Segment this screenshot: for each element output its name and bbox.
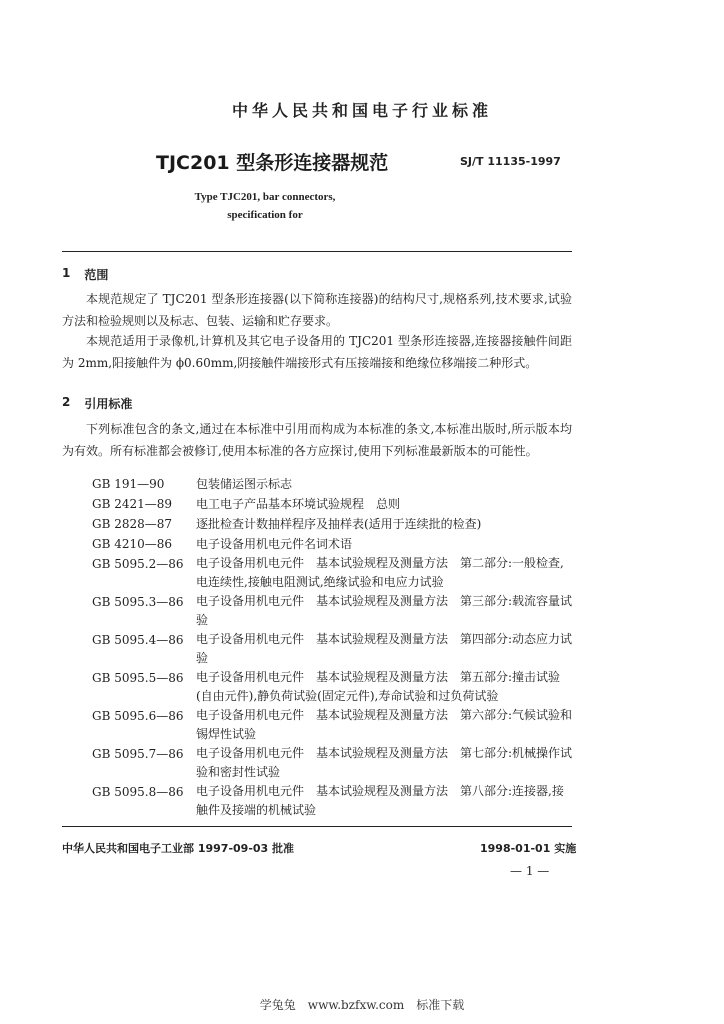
reference-title: 电子设备用机电元件 基本试验规程及测量方法 第八部分:连接器,接触件及接端的机械试验 (196, 784, 564, 817)
reference-title: 电子设备用机电元件 基本试验规程及测量方法 第五部分:撞击试验(自由元件),静负荷试验(固定元件),寿命试验和过负荷试验 (196, 670, 561, 703)
reference-title: 电子设备用机电元件 基本试验规程及测量方法 第三部分:载流容量试验 (196, 594, 573, 627)
section-1-heading (62, 266, 108, 283)
reference-title: 逐批检查计数抽样程序及抽样表(适用于连续批的检查) (196, 517, 482, 531)
page-number: — 1 — (510, 864, 550, 878)
reference-item (92, 592, 574, 630)
reference-item (92, 630, 574, 668)
reference-title: 电工电子产品基本环境试验规程 总则 (196, 497, 401, 511)
section-2-heading (62, 395, 132, 412)
reference-item (92, 514, 574, 534)
section-title: 范围 (84, 268, 109, 282)
reference-code: GB 2421—89 (92, 497, 173, 511)
reference-title: 电子设备用机电元件 基本试验规程及测量方法 第四部分:动态应力试验 (196, 632, 573, 665)
reference-item (92, 782, 574, 820)
reference-title: 电子设备用机电元件 基本试验规程及测量方法 第七部分:机械操作试验和密封性试验 (196, 746, 573, 779)
reference-title: 电子设备用机电元件名词术语 (196, 537, 353, 551)
section-number: 1 (62, 266, 71, 280)
section-2-paragraph-1: 下列标准包含的条文,通过在本标准中引用而构成为本标准的条文,本标准出版时,所示版本均为有效。所有标准都会被修订,使用本标准的各方应探讨,使用下列标准最新版本的可能性。 (62, 422, 572, 458)
approval-statement: 中华人民共和国电子工业部 1997-09-03 批准 (62, 842, 295, 855)
section-title: 引用标准 (84, 397, 133, 411)
reference-code: GB 5095.6—86 (92, 709, 184, 723)
reference-list (92, 474, 574, 820)
standard-number: SJ/T 11135-1997 (460, 155, 561, 168)
reference-code: GB 5095.8—86 (92, 785, 184, 799)
reference-item (92, 554, 574, 592)
section-1-paragraph-2: 本规范适用于录像机,计算机及其它电子设备用的 TJC201 型条形连接器,连接器接触件间距为 2mm,阳接触件为 ϕ0.60mm,阴接触件端接形式有压接端接和绝缘位移端接二种形式。 (62, 334, 572, 370)
implementation-date: 1998-01-01 实施 (480, 842, 577, 855)
site-watermark: 学兔兔 www.bzfxw.com 标准下载 (259, 998, 465, 1012)
reference-item (92, 474, 574, 494)
reference-code: GB 4210—86 (92, 537, 173, 551)
reference-item (92, 706, 574, 744)
reference-code: GB 5095.2—86 (92, 557, 184, 571)
reference-code: GB 5095.5—86 (92, 671, 184, 685)
title-en-line2: specification for (227, 209, 303, 221)
reference-item (92, 744, 574, 782)
standard-body-title: 中华人民共和国电子行业标准 (231, 101, 492, 120)
reference-item (92, 534, 574, 554)
section-1-paragraph-1: 本规范规定了 TJC201 型条形连接器(以下简称连接器)的结构尺寸,规格系列,技术要求,试验方法和检验规则以及标志、包装、运输和贮存要求。 (62, 292, 572, 328)
section-number: 2 (62, 395, 71, 409)
reference-title: 包装储运图示标志 (196, 477, 293, 491)
reference-code: GB 5095.4—86 (92, 633, 184, 647)
reference-item (92, 494, 574, 514)
document-title-cn: TJC201 型条形连接器规范 (156, 152, 389, 174)
reference-title: 电子设备用机电元件 基本试验规程及测量方法 第二部分:一般检查,电连续性,接触电阻测试,绝缘试验和电应力试验 (196, 556, 564, 589)
reference-code: GB 5095.3—86 (92, 595, 184, 609)
reference-code: GB 2828—87 (92, 517, 173, 531)
reference-code: GB 191—90 (92, 477, 165, 491)
title-en-line1: Type TJC201, bar connectors, (194, 191, 336, 203)
reference-item (92, 668, 574, 706)
reference-title: 电子设备用机电元件 基本试验规程及测量方法 第六部分:气候试验和锡焊性试验 (196, 708, 573, 741)
reference-code: GB 5095.7—86 (92, 747, 184, 761)
document-title-en (0, 188, 530, 224)
footer-divider (62, 826, 572, 827)
header-divider (62, 251, 572, 252)
